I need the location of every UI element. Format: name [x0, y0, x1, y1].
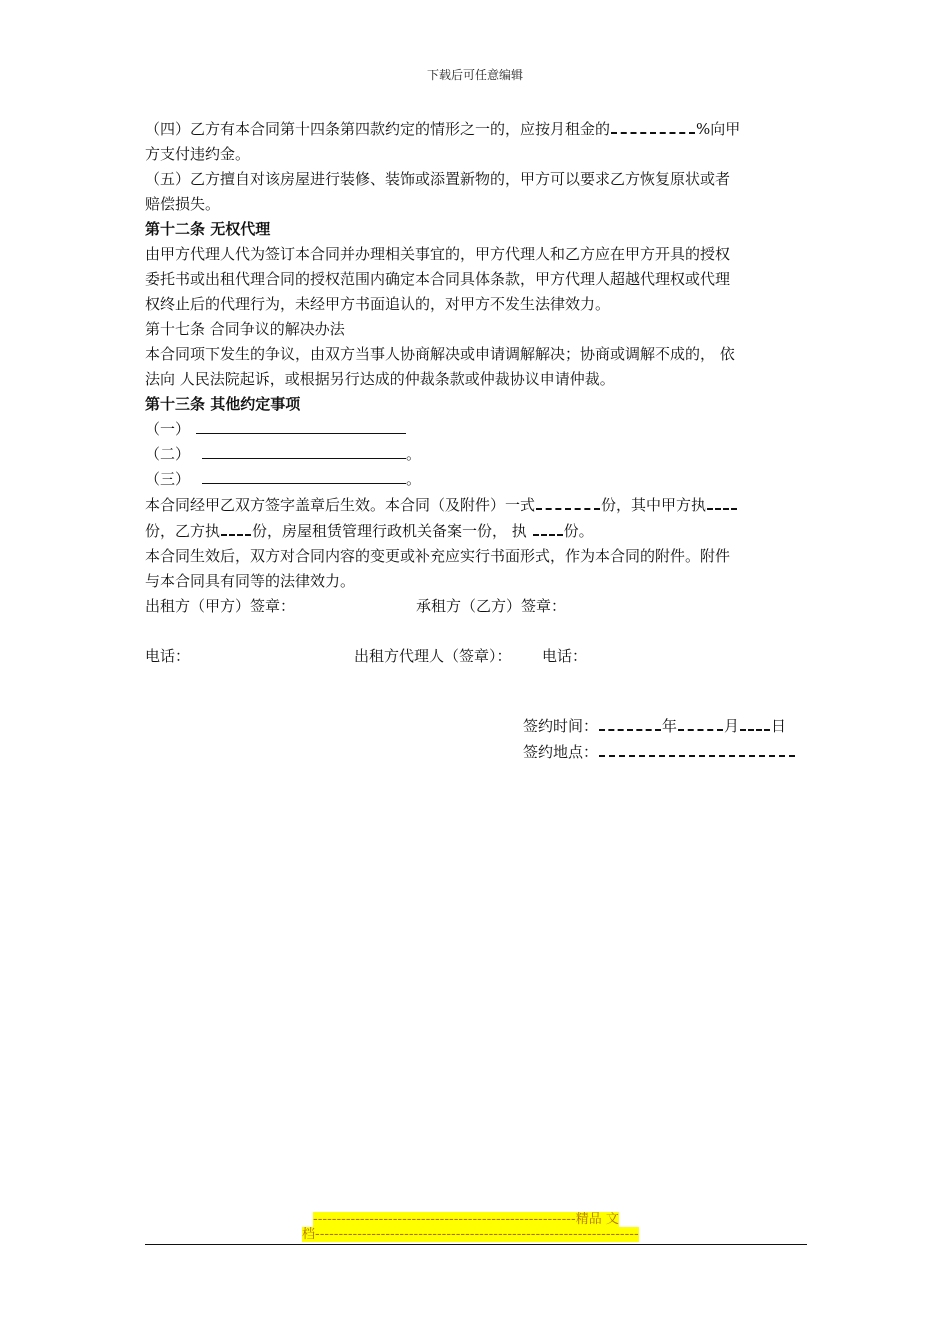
footer-line-1: --------------------------------------------------------精品 文	[313, 1212, 619, 1227]
contract-body	[145, 116, 807, 669]
article-17-line2: 法向 人民法院起诉，或根据另行达成的仲裁条款或仲裁协议申请仲裁。	[145, 370, 615, 388]
effect-line1	[145, 492, 807, 518]
blank-copies-total[interactable]	[536, 492, 600, 510]
signing-info	[523, 713, 796, 765]
signing-place-row	[523, 739, 796, 765]
effect-text-a: 本合同经甲乙双方签字盖章后生效。本合同（及附件）一式	[145, 496, 536, 514]
signing-time-label: 签约时间：	[523, 717, 599, 735]
clause-4-text: （四）乙方有本合同第十四条第四款约定的情形之一的，应按月租金的	[145, 120, 611, 138]
page-header: 下载后可任意编辑	[426, 68, 523, 82]
article-17-title: 第十七条 合同争议的解决办法	[145, 320, 345, 338]
year-label: 年	[662, 717, 678, 735]
lessor-phone-label: 电话：	[145, 647, 191, 665]
attachment-line1: 本合同生效后，双方对合同内容的变更或补充应实行书面形式，作为本合同的附件。附件	[145, 547, 731, 565]
blank-year[interactable]	[599, 713, 661, 731]
article-12-line2: 委托书或出租代理合同的授权范围内确定本合同具体条款，甲方代理人超越代理权或代理	[145, 270, 731, 288]
attachment-line2: 与本合同具有同等的法律效力。	[145, 572, 356, 590]
clause-4-line1	[145, 116, 807, 142]
footer-rule	[145, 1244, 807, 1245]
effect-text-d: 份，房屋租赁管理行政机关备案一份， 执	[252, 522, 532, 540]
article-12-line3: 权终止后的代理行为，未经甲方书面追认的，对甲方不发生法律效力。	[145, 295, 611, 313]
effect-text-e: 份。	[563, 522, 594, 540]
signature-row-1	[145, 594, 807, 619]
clause-4-text-b: %向甲	[696, 120, 741, 138]
agent-signature-label: 出租方代理人（签章）：	[354, 647, 512, 665]
clause-5-line1: （五）乙方擅自对该房屋进行装修、装饰或添置新物的，甲方可以要求乙方恢复原状或者	[145, 170, 731, 188]
article-13-title: 第十三条 其他约定事项	[145, 395, 301, 413]
item-3-field[interactable]	[202, 467, 406, 484]
blank-penalty-percent[interactable]	[611, 116, 695, 134]
other-item-3	[145, 467, 807, 492]
signature-row-2	[145, 644, 807, 669]
day-label: 日	[771, 717, 787, 735]
agent-phone-label: 电话：	[542, 647, 588, 665]
signing-date-row	[523, 713, 796, 739]
blank-place[interactable]	[599, 739, 795, 757]
blank-copies-lessee[interactable]	[221, 518, 251, 536]
item-1-field[interactable]	[196, 417, 406, 434]
footer-line-2: 档---------------------------------------------------------------------	[302, 1227, 639, 1242]
effect-text-c: 份，乙方执	[145, 522, 221, 540]
article-12-title: 第十二条 无权代理	[145, 220, 271, 238]
item-3-label: （三）	[145, 470, 191, 488]
clause-5-line2: 赔偿损失。	[145, 195, 221, 213]
effect-line2	[145, 518, 807, 544]
other-item-1	[145, 417, 807, 442]
item-2-label: （二）	[145, 445, 191, 463]
blank-copies-other[interactable]	[533, 518, 563, 536]
clause-4-line2: 方支付违约金。	[145, 145, 251, 163]
lessee-signature-label: 承租方（乙方）签章：	[416, 597, 567, 615]
blank-day[interactable]	[740, 713, 770, 731]
month-label: 月	[724, 717, 740, 735]
blank-month[interactable]	[678, 713, 723, 731]
other-item-2	[145, 442, 807, 467]
article-17-line1: 本合同项下发生的争议，由双方当事人协商解决或申请调解解决；协商或调解不成的， 依	[145, 345, 735, 363]
article-12-line1: 由甲方代理人代为签订本合同并办理相关事宜的，甲方代理人和乙方应在甲方开具的授权	[145, 245, 731, 263]
item-2-period: 。	[406, 445, 422, 463]
item-2-field[interactable]	[202, 442, 406, 459]
footer-watermark	[0, 1212, 950, 1242]
blank-copies-lessor[interactable]	[707, 492, 737, 510]
effect-text-b: 份，其中甲方执	[601, 496, 707, 514]
lessor-signature-label: 出租方（甲方）签章：	[145, 597, 296, 615]
signing-place-label: 签约地点：	[523, 743, 599, 761]
item-1-label: （一）	[145, 420, 191, 438]
item-3-period: 。	[406, 470, 422, 488]
